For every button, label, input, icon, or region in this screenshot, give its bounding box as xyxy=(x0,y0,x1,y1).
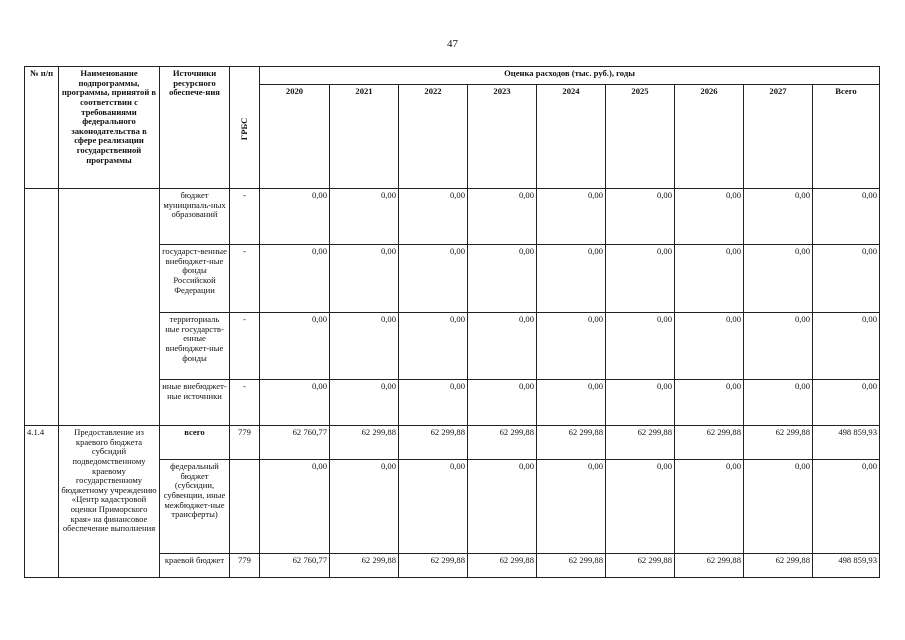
value-cell: 0,00 xyxy=(260,245,330,313)
grbs-cell: - xyxy=(230,245,260,313)
header-year: 2022 xyxy=(399,85,468,189)
header-year: 2023 xyxy=(468,85,537,189)
value-cell: 62 299,88 xyxy=(675,426,744,460)
expenditure-table xyxy=(24,66,880,578)
value-cell: 62 299,88 xyxy=(606,554,675,578)
value-cell: 0,00 xyxy=(260,313,330,380)
value-cell: 0,00 xyxy=(537,380,606,426)
value-cell: 62 299,88 xyxy=(399,426,468,460)
header-year: 2021 xyxy=(330,85,399,189)
value-cell: 0,00 xyxy=(744,380,813,426)
value-cell: 0,00 xyxy=(399,245,468,313)
value-cell: 498 859,93 xyxy=(813,554,880,578)
grbs-cell: - xyxy=(230,189,260,245)
value-cell: 0,00 xyxy=(744,189,813,245)
value-cell: 0,00 xyxy=(675,313,744,380)
value-cell: 0,00 xyxy=(468,245,537,313)
value-cell: 0,00 xyxy=(813,460,880,554)
value-cell: 0,00 xyxy=(260,380,330,426)
source-cell: всего xyxy=(160,426,230,460)
value-cell: 0,00 xyxy=(744,313,813,380)
value-cell: 0,00 xyxy=(606,189,675,245)
value-cell: 62 299,88 xyxy=(330,426,399,460)
value-cell: 0,00 xyxy=(399,313,468,380)
value-cell: 0,00 xyxy=(813,189,880,245)
name-cell xyxy=(59,189,160,426)
header-grbs xyxy=(230,67,260,189)
source-cell: краевой бюджет xyxy=(160,554,230,578)
table-row xyxy=(25,426,880,460)
value-cell: 62 299,88 xyxy=(744,554,813,578)
source-cell: иные внебюджет-ные источники xyxy=(160,380,230,426)
value-cell: 0,00 xyxy=(537,245,606,313)
header-grbs-label: ГРБС xyxy=(238,117,249,141)
value-cell: 0,00 xyxy=(468,189,537,245)
header-year: 2020 xyxy=(260,85,330,189)
header-estimate: Оценка расходов (тыс. руб.), годы xyxy=(260,67,880,85)
value-cell: 0,00 xyxy=(537,460,606,554)
value-cell: 0,00 xyxy=(606,313,675,380)
value-cell: 0,00 xyxy=(675,380,744,426)
value-cell: 0,00 xyxy=(468,380,537,426)
value-cell: 0,00 xyxy=(606,380,675,426)
header-year: 2024 xyxy=(537,85,606,189)
value-cell: 62 299,88 xyxy=(606,426,675,460)
grbs-cell xyxy=(230,460,260,554)
value-cell: 62 760,77 xyxy=(260,426,330,460)
value-cell: 0,00 xyxy=(537,189,606,245)
header-year: 2026 xyxy=(675,85,744,189)
grbs-cell: - xyxy=(230,313,260,380)
value-cell: 0,00 xyxy=(675,460,744,554)
value-cell: 0,00 xyxy=(468,460,537,554)
source-cell: территориаль ные государств-енные внебюджет-ные фонды xyxy=(160,313,230,380)
value-cell: 0,00 xyxy=(468,313,537,380)
value-cell: 62 299,88 xyxy=(537,554,606,578)
value-cell: 62 760,77 xyxy=(260,554,330,578)
value-cell: 62 299,88 xyxy=(330,554,399,578)
value-cell: 62 299,88 xyxy=(468,554,537,578)
value-cell: 0,00 xyxy=(744,245,813,313)
value-cell: 0,00 xyxy=(675,245,744,313)
value-cell: 0,00 xyxy=(330,245,399,313)
value-cell: 0,00 xyxy=(813,313,880,380)
value-cell: 0,00 xyxy=(330,313,399,380)
value-cell: 498 859,93 xyxy=(813,426,880,460)
value-cell: 62 299,88 xyxy=(675,554,744,578)
source-cell: федеральный бюджет (субсидии, субвенции, иные межбюджет-ные трансферты) xyxy=(160,460,230,554)
value-cell: 62 299,88 xyxy=(744,426,813,460)
num-cell: 4.1.4 xyxy=(25,426,59,578)
header-year: 2025 xyxy=(606,85,675,189)
grbs-cell: 779 xyxy=(230,554,260,578)
name-cell: Предоставление из краевого бюджета субсидий подведомственному краевому государственному бюджетному учреждению «Центр кадастровой оценки Приморского края» на финансовое обеспечение выполнения xyxy=(59,426,160,578)
header-year-total: Всего xyxy=(813,85,880,189)
value-cell: 0,00 xyxy=(606,245,675,313)
value-cell: 0,00 xyxy=(606,460,675,554)
grbs-cell: 779 xyxy=(230,426,260,460)
value-cell: 0,00 xyxy=(260,189,330,245)
source-cell: государст-венные внебюджет-ные фонды Российской Федерации xyxy=(160,245,230,313)
value-cell: 0,00 xyxy=(399,460,468,554)
header-year: 2027 xyxy=(744,85,813,189)
value-cell: 62 299,88 xyxy=(399,554,468,578)
value-cell: 0,00 xyxy=(330,460,399,554)
source-cell: бюджет муниципаль-ных образований xyxy=(160,189,230,245)
table-row xyxy=(25,189,880,245)
header-num: № п/п xyxy=(25,67,59,189)
header-source: Источники ресурсного обеспече-ния xyxy=(160,67,230,189)
header-name: Наименование подпрограммы, программы, принятой в соответствии с требованиями федерального законодательства в сфере реализации государственной программы xyxy=(59,67,160,189)
value-cell: 0,00 xyxy=(399,380,468,426)
value-cell: 0,00 xyxy=(330,380,399,426)
num-cell xyxy=(25,189,59,426)
value-cell: 0,00 xyxy=(260,460,330,554)
value-cell: 0,00 xyxy=(675,189,744,245)
value-cell: 0,00 xyxy=(330,189,399,245)
value-cell: 62 299,88 xyxy=(537,426,606,460)
value-cell: 0,00 xyxy=(399,189,468,245)
value-cell: 0,00 xyxy=(813,245,880,313)
value-cell: 0,00 xyxy=(744,460,813,554)
value-cell: 0,00 xyxy=(537,313,606,380)
value-cell: 0,00 xyxy=(813,380,880,426)
page-number: 47 xyxy=(447,38,458,50)
grbs-cell: - xyxy=(230,380,260,426)
value-cell: 62 299,88 xyxy=(468,426,537,460)
